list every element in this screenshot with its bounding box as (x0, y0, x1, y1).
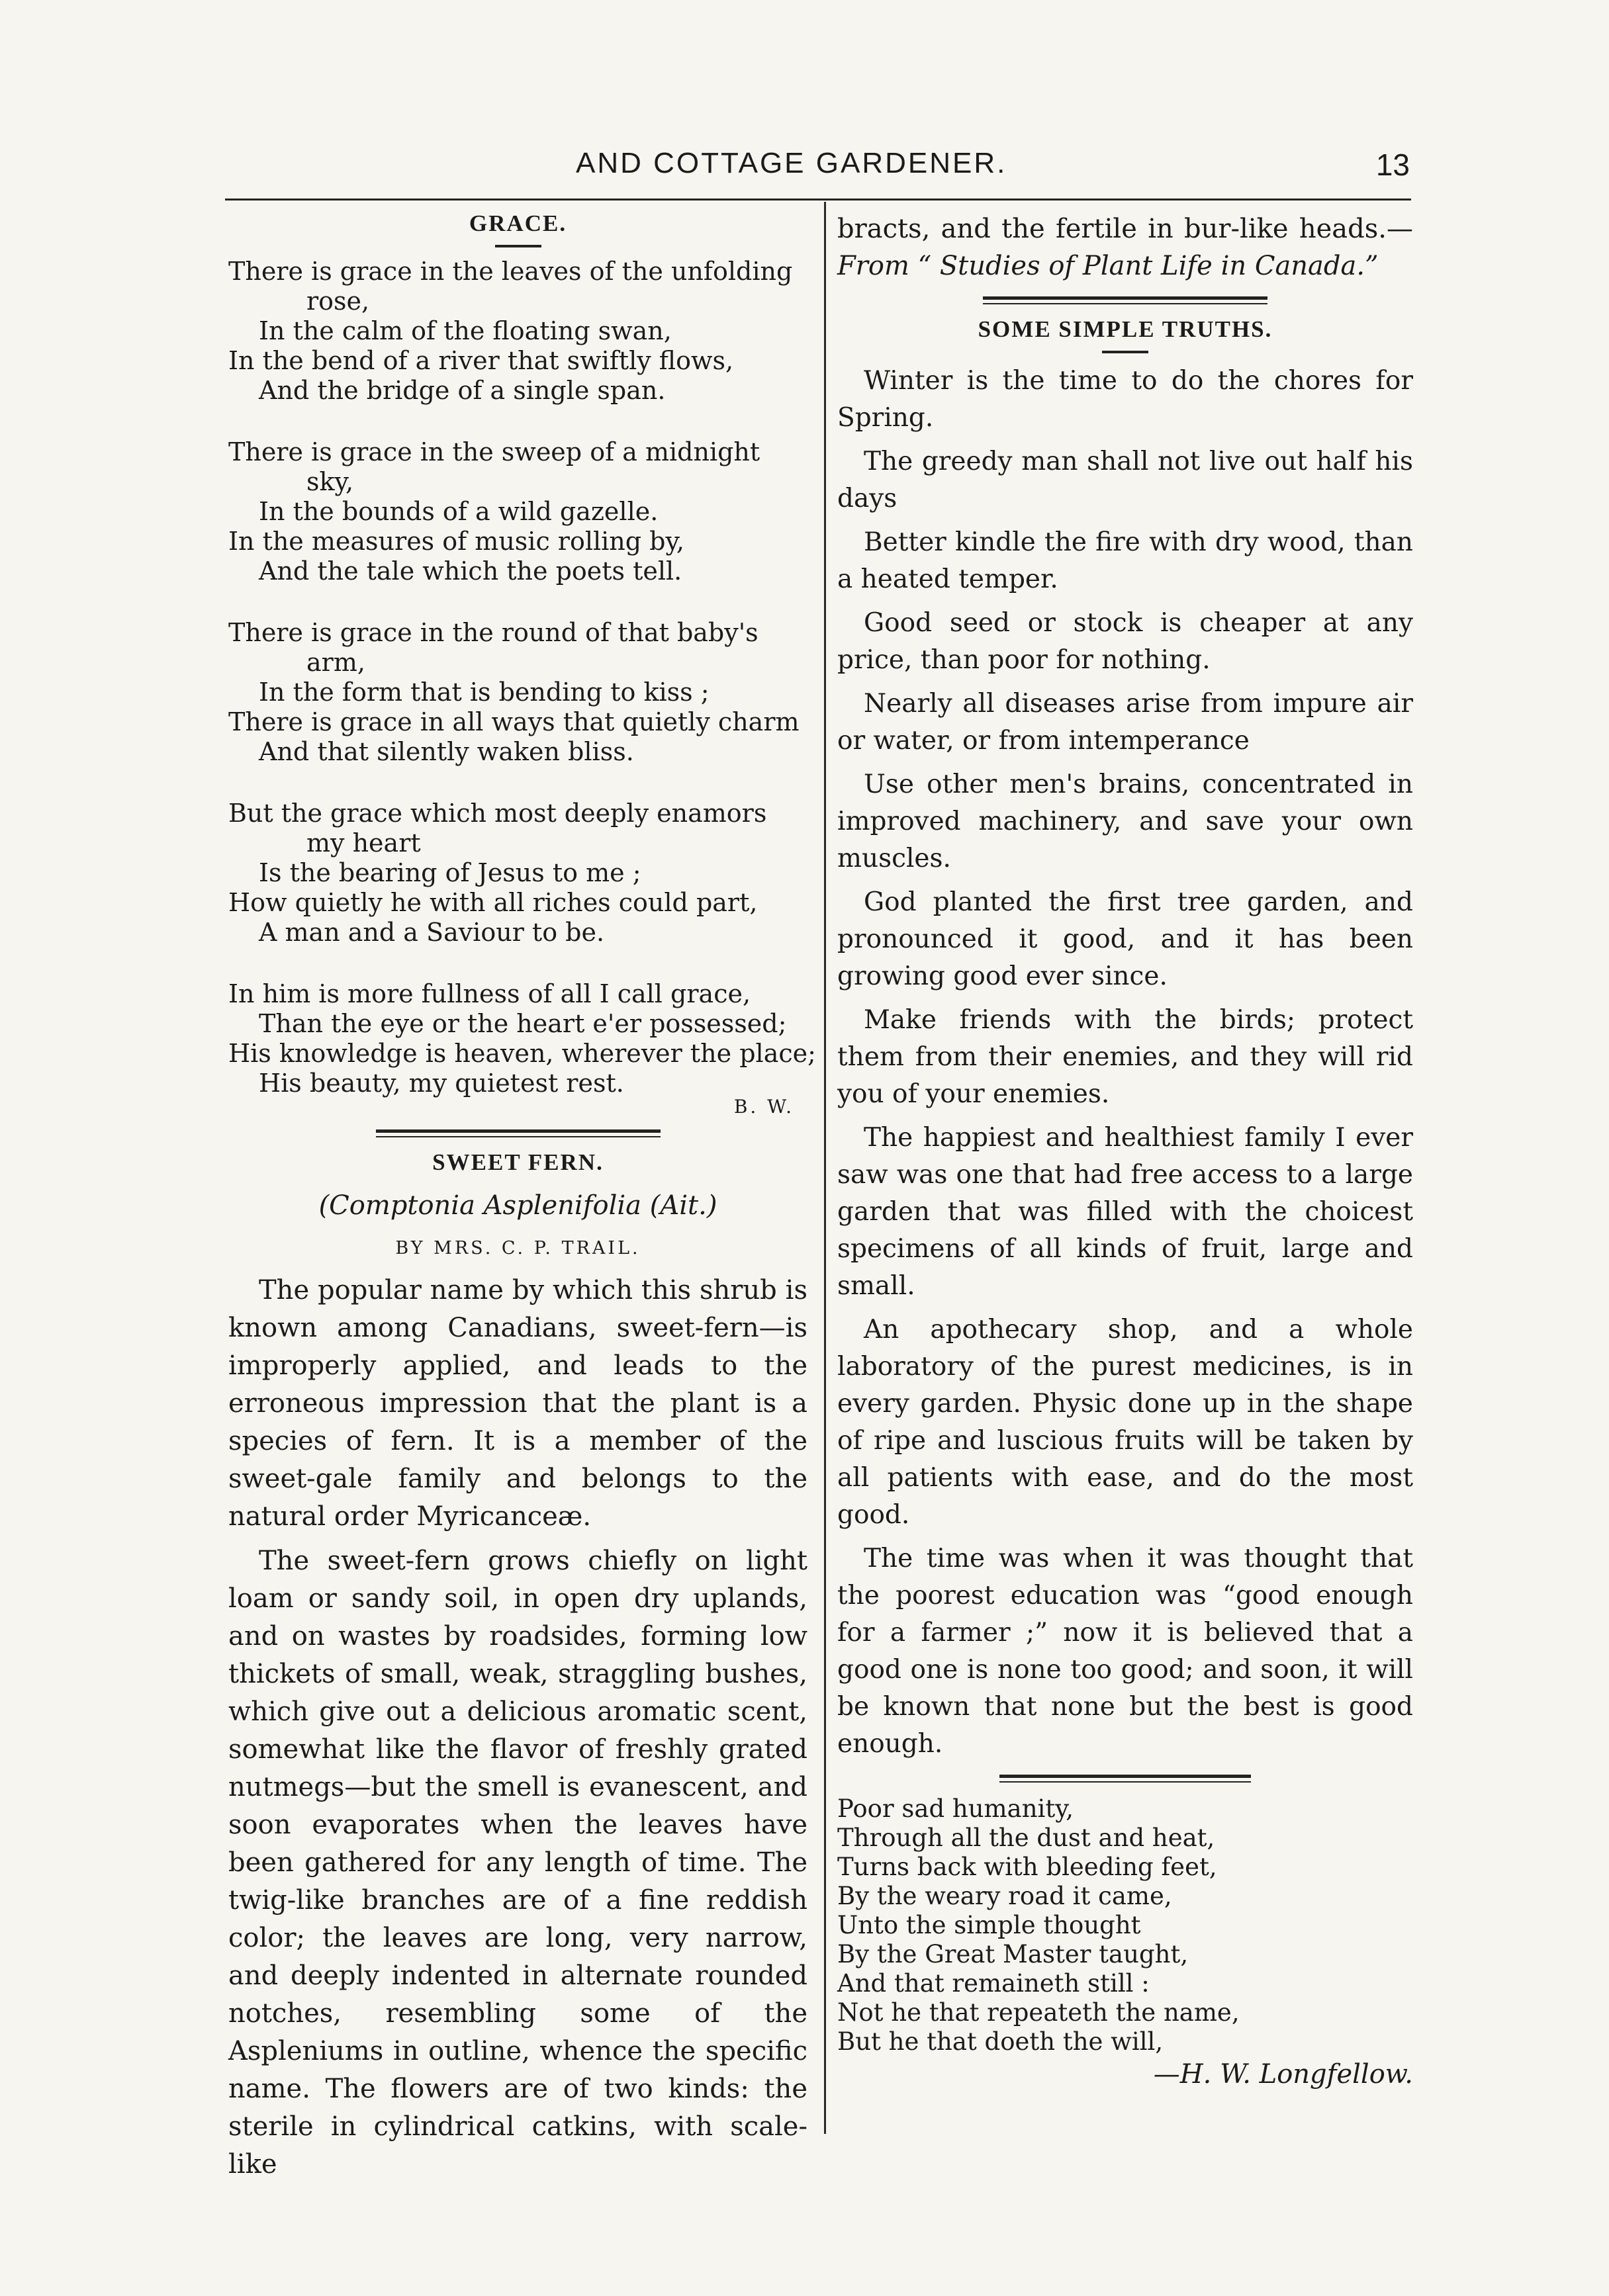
poem-line: In the bend of a river that swiftly flows, (228, 346, 734, 375)
article-paragraph: The sweet-fern grows chiefly on light loam or sandy soil, in open dry uplands, and on wastes by roadsides, forming low thickets of small, weak, straggling bushes, which give out a delicious aromatic scent, somewhat like the flavor of freshly grated nutmegs—but the smell is evanescent, and soon evaporates when the leaves have been gathered for any length of time. The twig-like branches are of a fine reddish color; the leaves are long, very narrow, and deeply indented in alternate rounded notches, resembling some of the Aspleniums in outline, whence the specific name. The flowers are of two kinds: the sterile in cylindrical catkins, with scale-like (228, 1546, 807, 2180)
poem-line: There is grace in all ways that quietly charm (228, 707, 800, 736)
poem-line: arm, (306, 648, 365, 677)
truth-paragraph: God planted the first tree garden, and pronounced it good, and it has been growing good ever since. (837, 887, 1413, 991)
sweet-fern-subtitle: (Comptonia Asplenifolia (Ait.) (318, 1190, 717, 1221)
poem-line: His beauty, my quietest rest. (259, 1069, 624, 1098)
poem-line: And that silently waken bliss. (259, 737, 634, 766)
section-divider (376, 1129, 661, 1137)
poem-line: In the bounds of a wild gazelle. (259, 497, 659, 526)
header-rule (225, 199, 1411, 200)
poem-line: Turns back with bleeding feet, (837, 1853, 1217, 1881)
poem-line: And that remaineth still : (837, 1969, 1150, 1998)
poem-line: His knowledge is heaven, wherever the place; (228, 1039, 816, 1068)
poem-line: my heart (306, 828, 421, 858)
grace-stanza-3 (228, 618, 807, 767)
poem-line: But he that doeth the will, (837, 2027, 1164, 2056)
poem-line: But the grace which most deeply enamors (228, 799, 767, 828)
grace-title: GRACE. (469, 210, 567, 236)
poem-signature: B. W. (733, 1096, 794, 1118)
truths-list (837, 363, 1413, 1763)
poem-line: sky, (306, 467, 354, 496)
poem-line: In the measures of music rolling by, (228, 527, 685, 556)
truth-paragraph: The time was when it was thought that the poorest education was “good enough for a farmer ;” now it is believed that a good one is none too good; and soon, it will be known that none but the best is good enough. (837, 1544, 1413, 1759)
poem-line: In the form that is bending to kiss ; (259, 678, 710, 707)
poem-line: There is grace in the round of that baby's (228, 618, 759, 647)
poem-line: Not he that repeateth the name, (837, 1998, 1240, 2027)
article-continuation (837, 210, 1413, 285)
article-paragraph: The popular name by which this shrub is known among Canadians, sweet-fern—is improperly applied, and leads to the erroneous impression that the plant is a species of fern. It is a member of the sweet-gale family and belongs to the natural order Myricanceæ. (228, 1275, 807, 1532)
poem-line: Than the eye or the heart e'er possessed; (259, 1009, 787, 1038)
section-divider (999, 1775, 1251, 1783)
truths-title: SOME SIMPLE TRUTHS. (978, 316, 1273, 342)
left-column (228, 210, 816, 2184)
grace-stanza-2 (228, 437, 807, 586)
poem-line: rose, (306, 287, 370, 316)
right-column (837, 210, 1413, 2090)
poem-line: Poor sad humanity, (837, 1794, 1074, 1823)
truth-paragraph: Use other men's brains, concentrated in improved machinery, and save your own muscles. (837, 770, 1413, 873)
poem-line: Through all the dust and heat, (837, 1824, 1215, 1852)
truth-paragraph: Better kindle the fire with dry wood, than a heated temper. (837, 527, 1413, 594)
sweet-fern-title: SWEET FERN. (432, 1149, 604, 1175)
poem-line: And the tale which the poets tell. (259, 556, 682, 586)
column-divider (824, 202, 826, 2134)
truth-paragraph: Good seed or stock is cheaper at any price, than poor for nothing. (837, 608, 1413, 675)
grace-stanza-5 (228, 979, 816, 1098)
poem-line: By the Great Master taught, (837, 1940, 1189, 1968)
poem-line: In the calm of the floating swan, (259, 316, 672, 345)
truth-paragraph: Winter is the time to do the chores for Spring. (837, 366, 1413, 433)
poem-line: And the bridge of a single span. (259, 376, 666, 405)
section-divider (983, 296, 1267, 304)
truth-paragraph: An apothecary shop, and a whole laboratory of the purest medicines, is in every garden. Physic done up in the shape of ripe and luscious fruits will be taken by all patients with ease, and do the most good. (837, 1315, 1413, 1530)
continuation-text: bracts, and the fertile in bur-like heads.— (837, 214, 1413, 244)
poem-line: There is grace in the leaves of the unfolding (228, 257, 793, 286)
running-header (225, 147, 1410, 193)
sweet-fern-byline: BY MRS. C. P. TRAIL. (395, 1238, 641, 1258)
page-number: 13 (1375, 148, 1410, 182)
poem-attribution: —H. W. Longfellow. (1153, 2059, 1413, 2090)
truth-paragraph: Make friends with the birds; protect them from their enemies, and they will rid you of your enemies. (837, 1005, 1413, 1109)
poem-line: There is grace in the sweep of a midnight (228, 437, 760, 466)
grace-stanza-1 (228, 257, 807, 406)
title-dash (495, 245, 541, 247)
poem-line: Unto the simple thought (837, 1911, 1141, 1939)
poem-line: Is the bearing of Jesus to me ; (259, 858, 641, 887)
truth-paragraph: The greedy man shall not live out half his days (837, 447, 1413, 513)
header-title: AND COTTAGE GARDENER. (576, 147, 1007, 179)
closing-poem (837, 1794, 1413, 2090)
poem-line: A man and a Saviour to be. (259, 918, 605, 947)
poem-line: By the weary road it came, (837, 1882, 1172, 1910)
truth-paragraph: The happiest and healthiest family I ever saw was one that had free access to a large garden that was filled with the choicest specimens of all kinds of fruit, large and small. (837, 1123, 1413, 1301)
truth-paragraph: Nearly all diseases arise from impure air or water, or from intemperance (837, 689, 1413, 756)
poem-line: In him is more fullness of all I call grace, (228, 979, 751, 1008)
source-citation: From “ Studies of Plant Life in Canada.” (837, 251, 1379, 281)
poem-line: How quietly he with all riches could part, (228, 888, 758, 917)
title-dash (1102, 351, 1148, 353)
grace-stanza-4 (228, 799, 807, 948)
